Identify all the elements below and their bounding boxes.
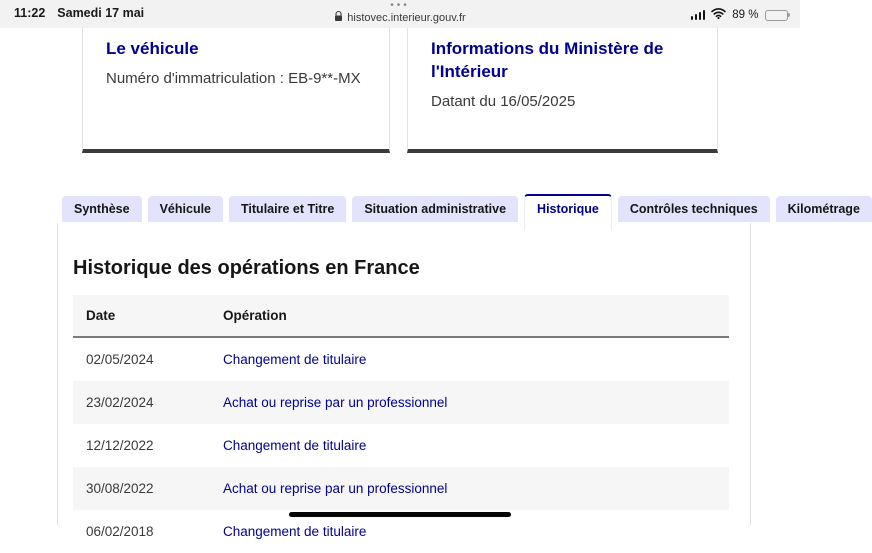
operation-link[interactable]: Changement de titulaire bbox=[223, 524, 367, 539]
operation-link[interactable]: Changement de titulaire bbox=[223, 438, 367, 453]
tab-vehicule[interactable]: Véhicule bbox=[148, 196, 223, 222]
tab-controles-techniques[interactable]: Contrôles techniques bbox=[618, 196, 770, 222]
ministry-card-title: Informations du Ministère de l'Intérieur bbox=[431, 39, 664, 81]
clock: 11:22 bbox=[14, 6, 46, 20]
date-label: Samedi 17 mai bbox=[57, 6, 145, 20]
operation-date: 02/05/2024 bbox=[86, 352, 154, 367]
tab-historique[interactable]: Historique bbox=[524, 194, 612, 230]
tab-bar bbox=[57, 194, 860, 230]
wifi-icon bbox=[711, 6, 726, 24]
table-row bbox=[73, 424, 729, 467]
tab-titulaire-et-titre[interactable]: Titulaire et Titre bbox=[229, 196, 346, 222]
column-header-operation: Opération bbox=[223, 295, 729, 337]
operation-date: 30/08/2022 bbox=[86, 481, 154, 496]
ministry-card-date: Datant du 16/05/2025 bbox=[431, 92, 576, 110]
address-bar[interactable] bbox=[0, 2, 800, 25]
table-header-row bbox=[73, 295, 729, 337]
vehicle-card bbox=[82, 28, 390, 153]
section-title: Historique des opérations en France bbox=[73, 257, 420, 279]
vehicle-card-registration: Numéro d'immatriculation : EB-9**-MX bbox=[106, 69, 361, 87]
home-indicator[interactable] bbox=[289, 512, 511, 517]
operation-date: 12/12/2022 bbox=[86, 438, 154, 453]
ministry-info-card bbox=[407, 28, 718, 153]
operation-link[interactable]: Achat ou reprise par un professionnel bbox=[223, 395, 448, 410]
vehicle-card-title: Le véhicule bbox=[106, 39, 199, 58]
status-right bbox=[691, 6, 790, 24]
table-row bbox=[73, 381, 729, 424]
summary-cards bbox=[82, 28, 718, 153]
operation-link[interactable]: Achat ou reprise par un professionnel bbox=[223, 481, 448, 496]
battery-percent-label: 89 % bbox=[732, 9, 759, 21]
table-row bbox=[73, 467, 729, 510]
lock-icon bbox=[334, 11, 343, 25]
tab-synthese[interactable]: Synthèse bbox=[62, 196, 142, 222]
tab-situation-administrative[interactable]: Situation administrative bbox=[352, 196, 518, 222]
url-text: histovec.interieur.gouv.fr bbox=[347, 12, 466, 24]
column-header-date: Date bbox=[73, 295, 223, 337]
operation-date: 23/02/2024 bbox=[86, 395, 154, 410]
historique-panel bbox=[57, 223, 751, 539]
operation-link[interactable]: Changement de titulaire bbox=[223, 352, 367, 367]
table-row bbox=[73, 337, 729, 381]
page-menu-dots-icon[interactable]: ••• bbox=[390, 0, 410, 11]
cellular-signal-icon bbox=[691, 10, 706, 20]
battery-icon bbox=[765, 10, 791, 21]
status-bar bbox=[0, 0, 800, 28]
operation-date: 06/02/2018 bbox=[86, 524, 154, 539]
tab-kilometrage[interactable]: Kilométrage bbox=[776, 196, 872, 222]
